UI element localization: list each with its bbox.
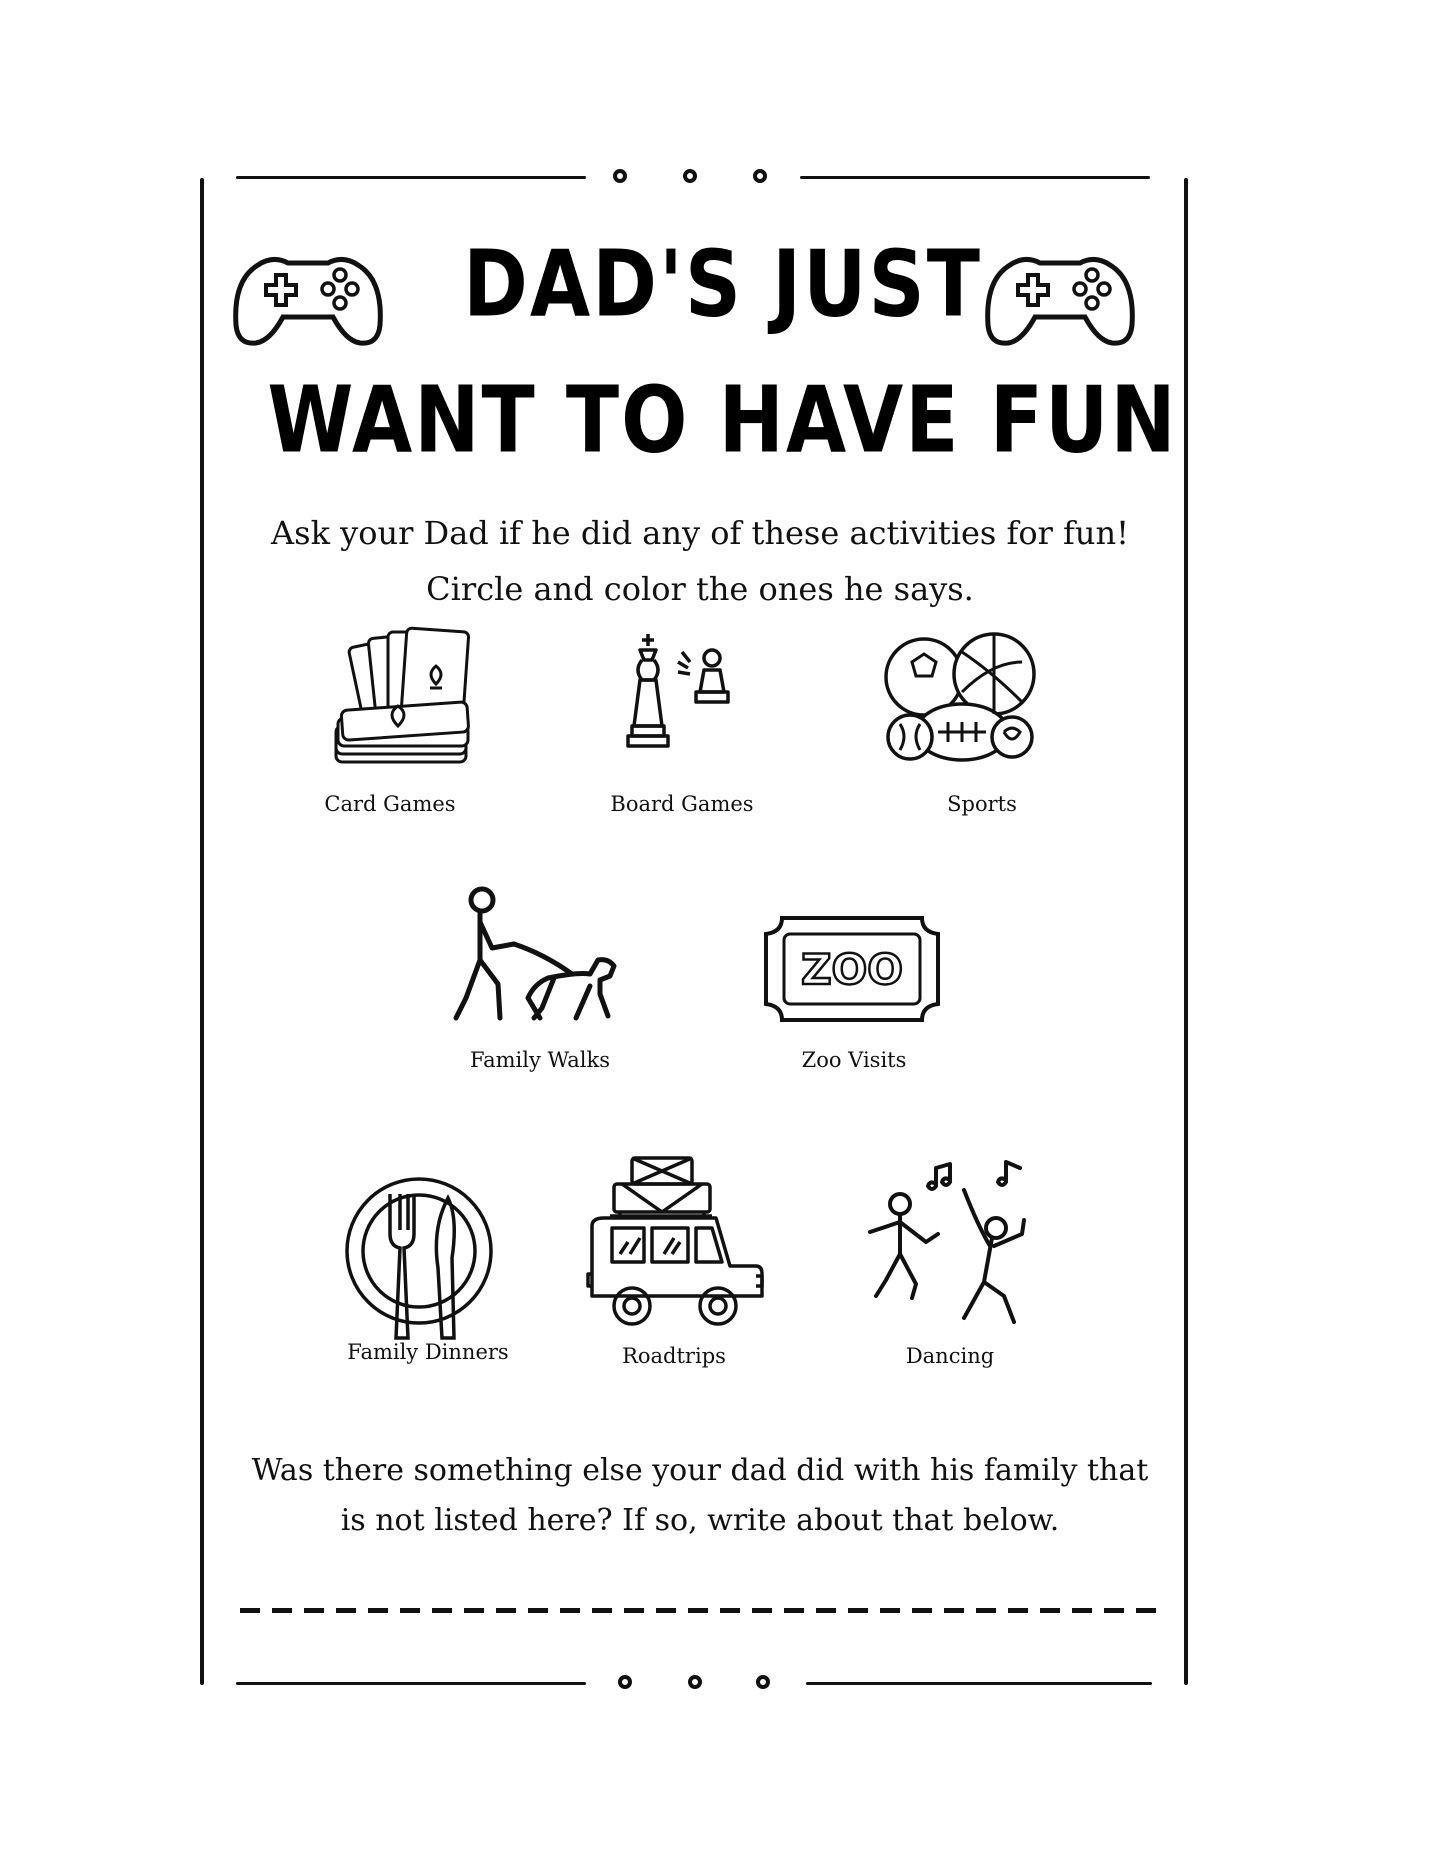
activity-label-sports: Sports — [947, 792, 1017, 816]
bottom-ring-icon — [688, 1675, 702, 1689]
activity-label-family-dinners: Family Dinners — [347, 1340, 509, 1364]
instructions-line2: Circle and color the ones he says. — [426, 570, 974, 608]
activity-label-roadtrips: Roadtrips — [622, 1344, 726, 1368]
dancing-people-icon — [846, 1156, 1036, 1326]
prompt-line1: Was there something else your dad did with his family that — [251, 1453, 1149, 1488]
instructions-line1: Ask your Dad if he did any of these activities for fun! — [271, 514, 1129, 552]
top-ring-icon — [753, 169, 767, 183]
bottom-ring-icon — [756, 1675, 770, 1689]
zoo-sign-text: ZOO — [801, 945, 903, 994]
activity-label-dancing: Dancing — [905, 1344, 995, 1368]
chess-pieces-icon — [620, 628, 740, 768]
page-title-line2: WANT TO HAVE FUN — [267, 367, 1178, 475]
top-divider-left — [236, 176, 586, 179]
playing-cards-icon — [326, 622, 486, 772]
bottom-ring-icon — [618, 1675, 632, 1689]
top-ring-icon — [683, 169, 697, 183]
bottom-divider-right — [806, 1682, 1152, 1685]
plate-fork-knife-icon — [344, 1176, 494, 1346]
top-divider-right — [800, 176, 1150, 179]
writing-line[interactable] — [240, 1608, 1160, 1613]
activity-label-family-walks: Family Walks — [469, 1048, 611, 1072]
activity-label-zoo-visits: Zoo Visits — [801, 1048, 907, 1072]
car-with-luggage-icon — [580, 1154, 768, 1334]
page-title-line1: DAD'S JUST — [463, 231, 982, 339]
prompt-line2: is not listed here? If so, write about that below. — [340, 1503, 1060, 1538]
zoo-ticket-icon — [762, 914, 942, 1024]
activity-label-board-games: Board Games — [610, 792, 754, 816]
person-walking-dog-icon — [444, 886, 624, 1026]
activity-label-card-games: Card Games — [324, 792, 456, 816]
top-ring-icon — [613, 169, 627, 183]
bottom-divider-left — [236, 1682, 586, 1685]
sports-balls-icon — [882, 632, 1044, 764]
